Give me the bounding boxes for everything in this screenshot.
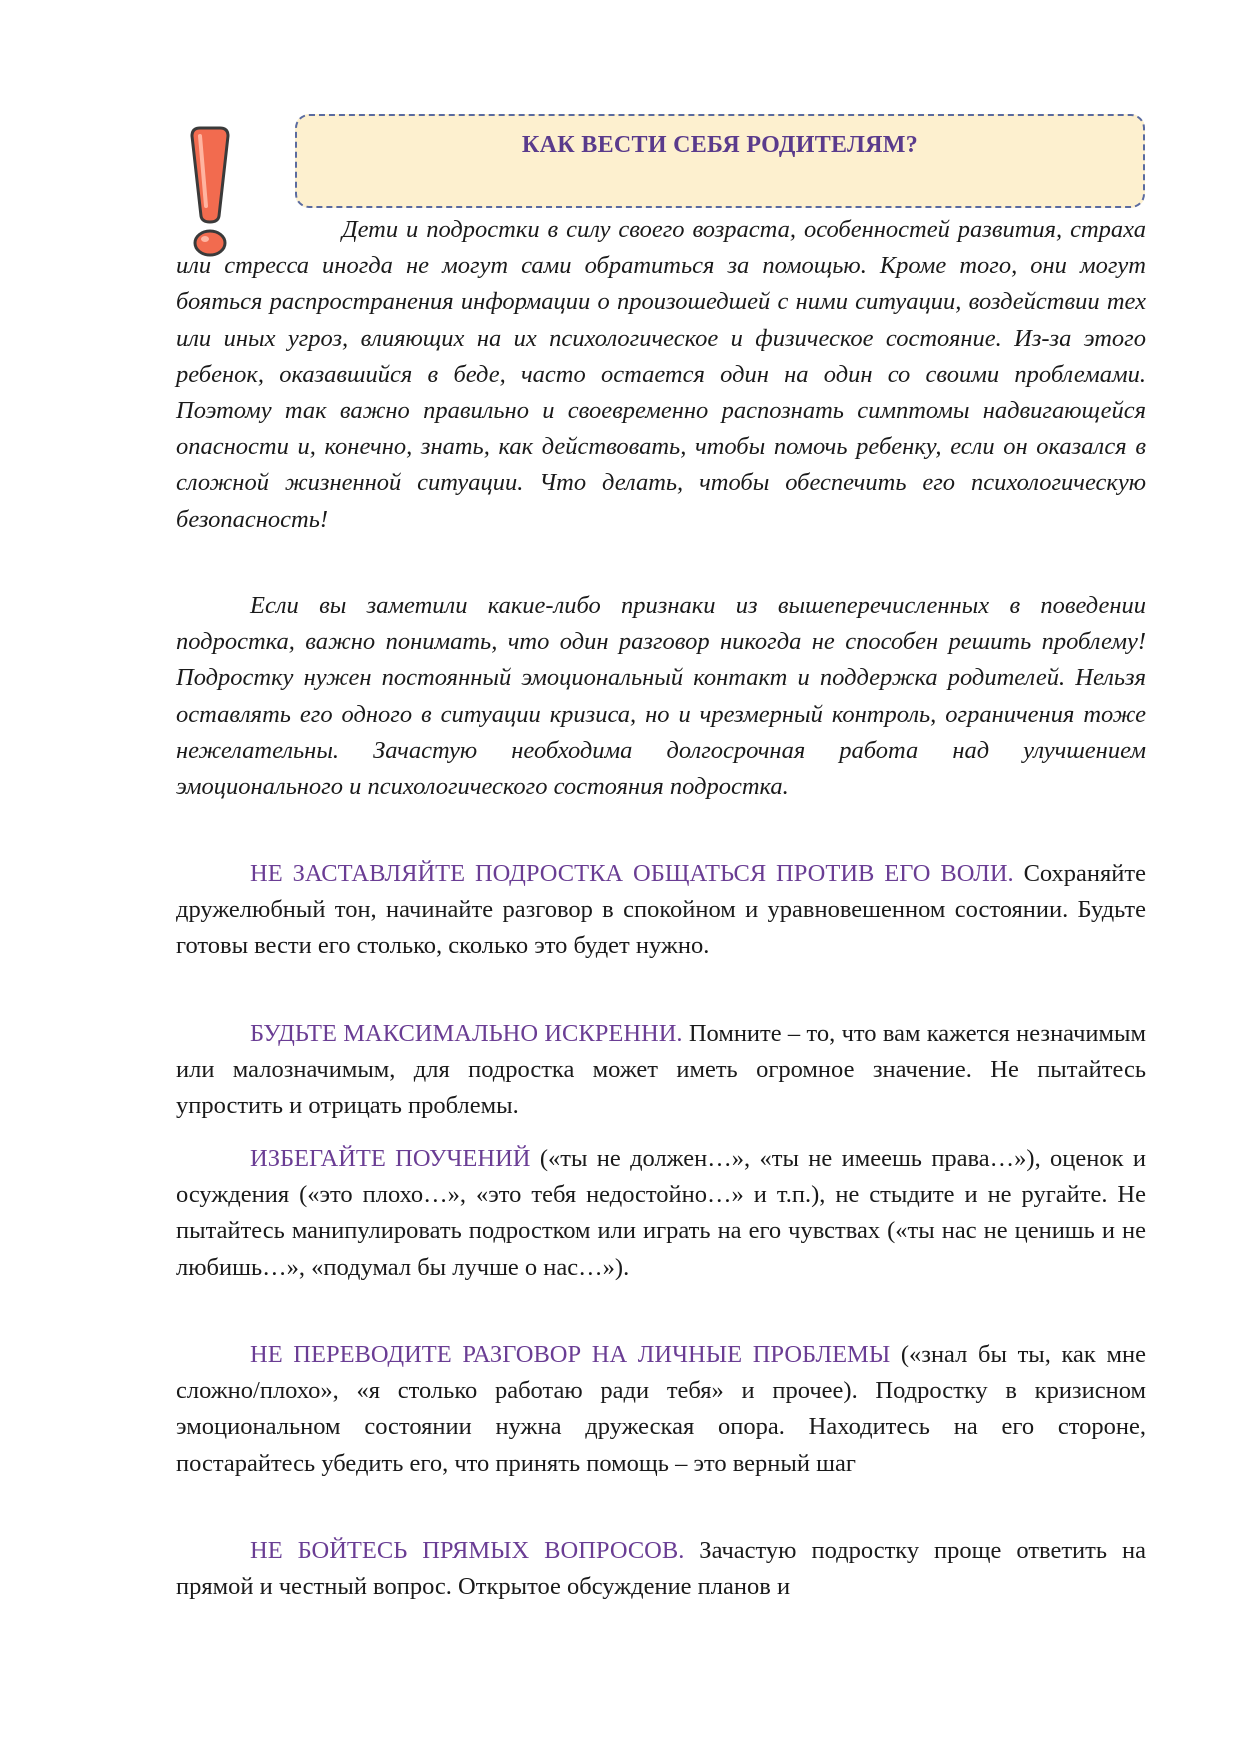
tip-text: Помните – то, что вам кажется незначимым или малозначимым, для подростка может иметь огромное значение. Не пытайтесь упростить и отрицать проблемы. (176, 1020, 1146, 1120)
tip-paragraph (176, 1141, 1146, 1286)
title-box (295, 114, 1145, 208)
tip-text: («знал бы ты, как мне сложно/плохо», «я столько работаю ради тебя» и прочее). Подростку в кризисном эмоциональном состоянии нужна дружеская опора. Находитесь на его стороне, постарайтесь убедить его, что принять помощь – это верный шаг (176, 1341, 1146, 1477)
icon-wrap-space (0, 212, 88, 284)
tip-text: Сохраняйте дружелюбный тон, начинайте разговор в спокойном и уравновешенном состоянии. Будьте готовы вести его столько, сколько это будет нужно. (176, 860, 1146, 960)
tip-paragraph (176, 1016, 1146, 1125)
tip-heading: НЕ БОЙТЕСЬ ПРЯМЫХ ВОПРОСОВ. (250, 1537, 685, 1564)
tip-paragraph (176, 856, 1146, 965)
tip-heading: ИЗБЕГАЙТЕ ПОУЧЕНИЙ (250, 1145, 531, 1172)
intro-text: Дети и подростки в силу своего возраста, особенностей развития, страха или стресса иногда не могут сами обратиться за помощью. Кроме того, они могут бояться распространения информации о произошедшей с ними ситуации, воздействии тех или иных угроз, влияющих на их психологическое и физическое состояние. Из-за этого ребенок, оказавшийся в беде, часто остается один на один со своими проблемами. Поэтому так важно правильно и своевременно распознать симптомы надвигающейся опасности и, конечно, знать, как действовать, чтобы помочь ребенку, если он оказался в сложной жизненной ситуации. Что делать, чтобы обеспечить его психологическую безопасность! (176, 216, 1146, 533)
tip-heading: БУДЬТЕ МАКСИМАЛЬНО ИСКРЕННИ. (250, 1020, 683, 1047)
tip-paragraph (176, 1533, 1146, 1605)
tip-heading: НЕ ПЕРЕВОДИТЕ РАЗГОВОР НА ЛИЧНЫЕ ПРОБЛЕМЫ (250, 1341, 891, 1368)
tip-heading: НЕ ЗАСТАВЛЯЙТЕ ПОДРОСТКА ОБЩАТЬСЯ ПРОТИВ ЕГО ВОЛИ. (250, 860, 1014, 887)
tip-text: («ты не должен…», «ты не имеешь права…»), оценок и осуждения («это плохо…», «это тебя недостойно…» и т.п.), не стыдите и не ругайте. Не пытайтесь манипулировать подростком или играть на его чувствах («ты нас не ценишь и не любишь…», «подумал бы лучше о нас…»). (176, 1145, 1147, 1281)
advice-paragraph: Если вы заметили какие-либо признаки из вышеперечисленных в поведении подростка, важно понимать, что один разговор никогда не способен решить проблему! Подростку нужен постоянный эмоциональный контакт и поддержка родителей. Нельзя оставлять его одного в ситуации кризиса, но и чрезмерный контроль, ограничения тоже нежелательны. Зачастую необходима долгосрочная работа над улучшением эмоционального и психологического состояния подростка. (176, 592, 1146, 801)
intro-paragraph (176, 212, 1146, 538)
tip-text: Зачастую подростку проще ответить на прямой и честный вопрос. Открытое обсуждение планов и (176, 1537, 1146, 1601)
tip-paragraph (176, 1337, 1146, 1482)
page-title: КАК ВЕСТИ СЕБЯ РОДИТЕЛЯМ? (521, 132, 919, 158)
